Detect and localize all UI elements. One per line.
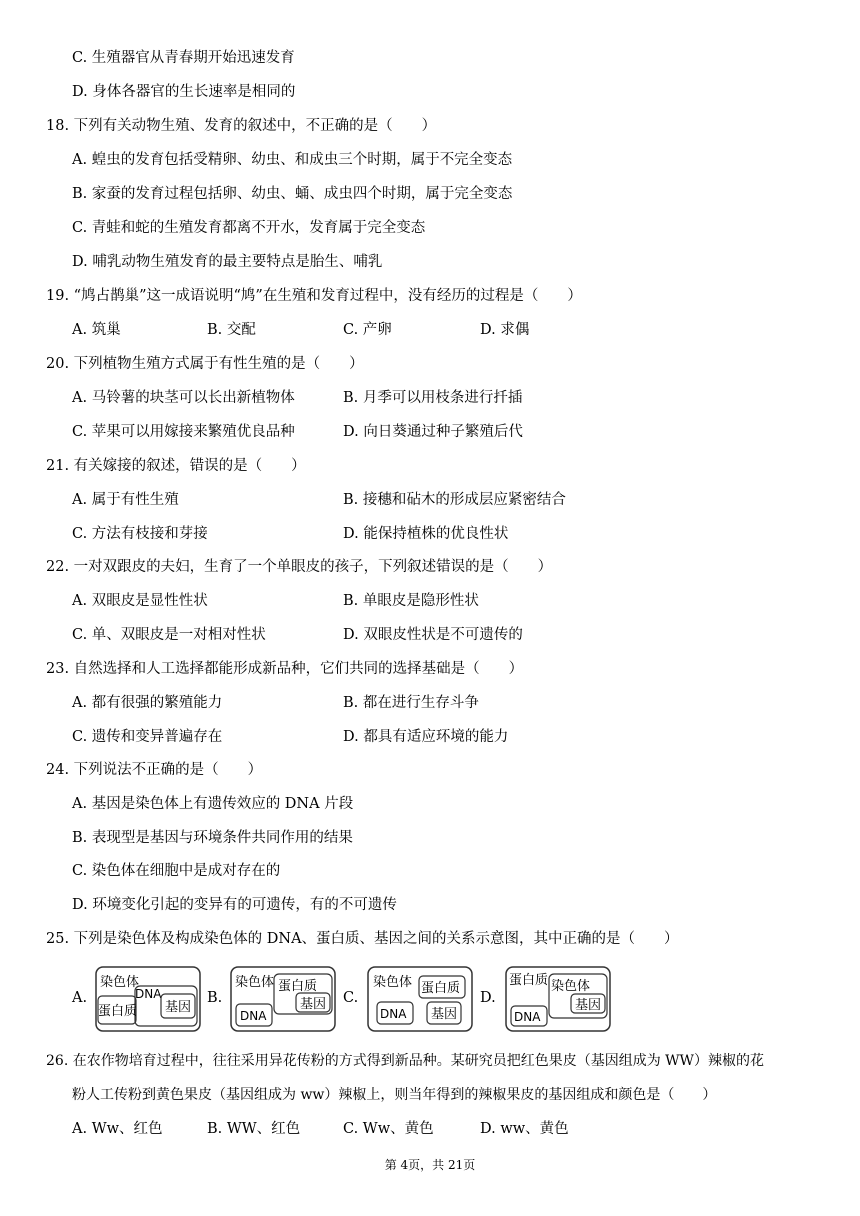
q26-stem-line2: 粉人工传粉到黄色果皮（基因组成为 ww）辣椒上，则当年得到的辣椒果皮的基因组成和颜色是（ ）: [72, 1087, 717, 1103]
q19-option-c: C. 产卵: [343, 322, 392, 338]
q19-option-a: A. 筑巢: [72, 322, 121, 338]
q25-diagram-a: [95, 966, 201, 1032]
q21-option-d: D. 能保持植株的优良性状: [343, 526, 509, 542]
q26-option-b: B. WW、红色: [207, 1121, 301, 1137]
q25-label-d: D.: [480, 990, 496, 1006]
q25a-dna: DNA: [135, 987, 162, 1001]
q17-option-d: D. 身体各器官的生长速率是相同的: [72, 84, 296, 100]
q25a-protein: 蛋白质: [98, 1004, 138, 1019]
q25d-dna: DNA: [514, 1010, 541, 1024]
q20-option-d: D. 向日葵通过种子繁殖后代: [343, 424, 523, 440]
q18-option-a: A. 蝗虫的发育包括受精卵、幼虫、和成虫三个时期，属于不完全变态: [72, 152, 513, 168]
q25b-gene: 基因: [300, 997, 327, 1012]
q22-option-c: C. 单、双眼皮是一对相对性状: [72, 627, 266, 643]
q25b-protein: 蛋白质: [278, 979, 318, 994]
q24-option-b: B. 表现型是基因与环境条件共同作用的结果: [72, 830, 353, 846]
q21-option-a: A. 属于有性生殖: [72, 492, 179, 508]
q22-option-b: B. 单眼皮是隐形性状: [343, 593, 479, 609]
q25b-chromosome: 染色体: [235, 975, 275, 990]
q25-label-c: C.: [343, 990, 359, 1006]
q18-option-d: D. 哺乳动物生殖发育的最主要特点是胎生、哺乳: [72, 254, 383, 270]
q23-option-d: D. 都具有适应环境的能力: [343, 729, 509, 745]
q25c-protein: 蛋白质: [421, 981, 461, 996]
q19-stem: 19. “鸠占鹊巢”这一成语说明“鸠”在生殖和发育过程中，没有经历的过程是（ ）: [46, 288, 582, 304]
q25c-dna: DNA: [380, 1007, 407, 1021]
q25-diagram-b: [230, 966, 336, 1032]
q25-stem: 25. 下列是染色体及构成染色体的 DNA、蛋白质、基因之间的关系示意图，其中正确的是（ ）: [46, 931, 679, 947]
q19-option-b: B. 交配: [207, 322, 256, 338]
q25b-dna: DNA: [240, 1009, 267, 1023]
q25a-chromosome: 染色体: [100, 975, 140, 990]
q26-option-a: A. Ww、红色: [72, 1121, 163, 1137]
q24-option-c: C. 染色体在细胞中是成对存在的: [72, 863, 281, 879]
q25c-gene: 基因: [431, 1007, 458, 1022]
q24-option-d: D. 环境变化引起的变异有的可遗传，有的不可遗传: [72, 897, 397, 913]
q25c-chromosome: 染色体: [373, 975, 413, 990]
q23-option-a: A. 都有很强的繁殖能力: [72, 695, 223, 711]
q18-option-b: B. 家蚕的发育过程包括卵、幼虫、蛹、成虫四个时期，属于完全变态: [72, 186, 513, 202]
q23-stem: 23. 自然选择和人工选择都能形成新品种，它们共同的选择基础是（ ）: [46, 661, 524, 677]
q25d-gene: 基因: [575, 998, 602, 1013]
q21-stem: 21. 有关嫁接的叙述，错误的是（ ）: [46, 458, 306, 474]
q25a-gene: 基因: [165, 1000, 192, 1015]
q23-option-c: C. 遗传和变异普遍存在: [72, 729, 223, 745]
q25-label-a: A.: [72, 990, 88, 1006]
q20-option-b: B. 月季可以用枝条进行扦插: [343, 390, 523, 406]
q26-option-c: C. Ww、黄色: [343, 1121, 434, 1137]
q25d-chromosome: 染色体: [551, 979, 591, 994]
q20-option-a: A. 马铃薯的块茎可以长出新植物体: [72, 390, 295, 406]
q22-stem: 22. 一对双跟皮的夫妇，生育了一个单眼皮的孩子，下列叙述错误的是（ ）: [46, 559, 553, 575]
q18-option-c: C. 青蛙和蛇的生殖发育都离不开水，发育属于完全变态: [72, 220, 426, 236]
page-footer: 第 4页，共 21页: [384, 1158, 476, 1172]
q20-stem: 20. 下列植物生殖方式属于有性生殖的是（ ）: [46, 356, 364, 372]
q19-option-d: D. 求偶: [480, 322, 530, 338]
q26-option-d: D. ww、黄色: [480, 1121, 569, 1137]
q23-option-b: B. 都在进行生存斗争: [343, 695, 479, 711]
q22-option-d: D. 双眼皮性状是不可遗传的: [343, 627, 523, 643]
q25-label-b: B.: [207, 990, 223, 1006]
q22-option-a: A. 双眼皮是显性性状: [72, 593, 208, 609]
q20-option-c: C. 苹果可以用嫁接来繁殖优良品种: [72, 424, 295, 440]
q24-stem: 24. 下列说法不正确的是（ ）: [46, 762, 263, 778]
q17-option-c: C. 生殖器官从青春期开始迅速发育: [72, 50, 295, 66]
q21-option-c: C. 方法有枝接和芽接: [72, 526, 208, 542]
q25-diagram-c: [367, 966, 473, 1032]
q24-option-a: A. 基因是染色体上有遗传效应的 DNA 片段: [72, 796, 354, 812]
q21-option-b: B. 接穗和砧木的形成层应紧密结合: [343, 492, 566, 508]
q25-diagram-d: [505, 966, 611, 1032]
q26-stem-line1: 26. 在农作物培育过程中，往往采用异花传粉的方式得到新品种。某研究员把红色果皮（基因组成为 WW）辣椒的花: [46, 1053, 764, 1069]
q18-stem: 18. 下列有关动物生殖、发育的叙述中，不正确的是（ ）: [46, 118, 437, 134]
q25d-protein: 蛋白质: [509, 973, 549, 988]
